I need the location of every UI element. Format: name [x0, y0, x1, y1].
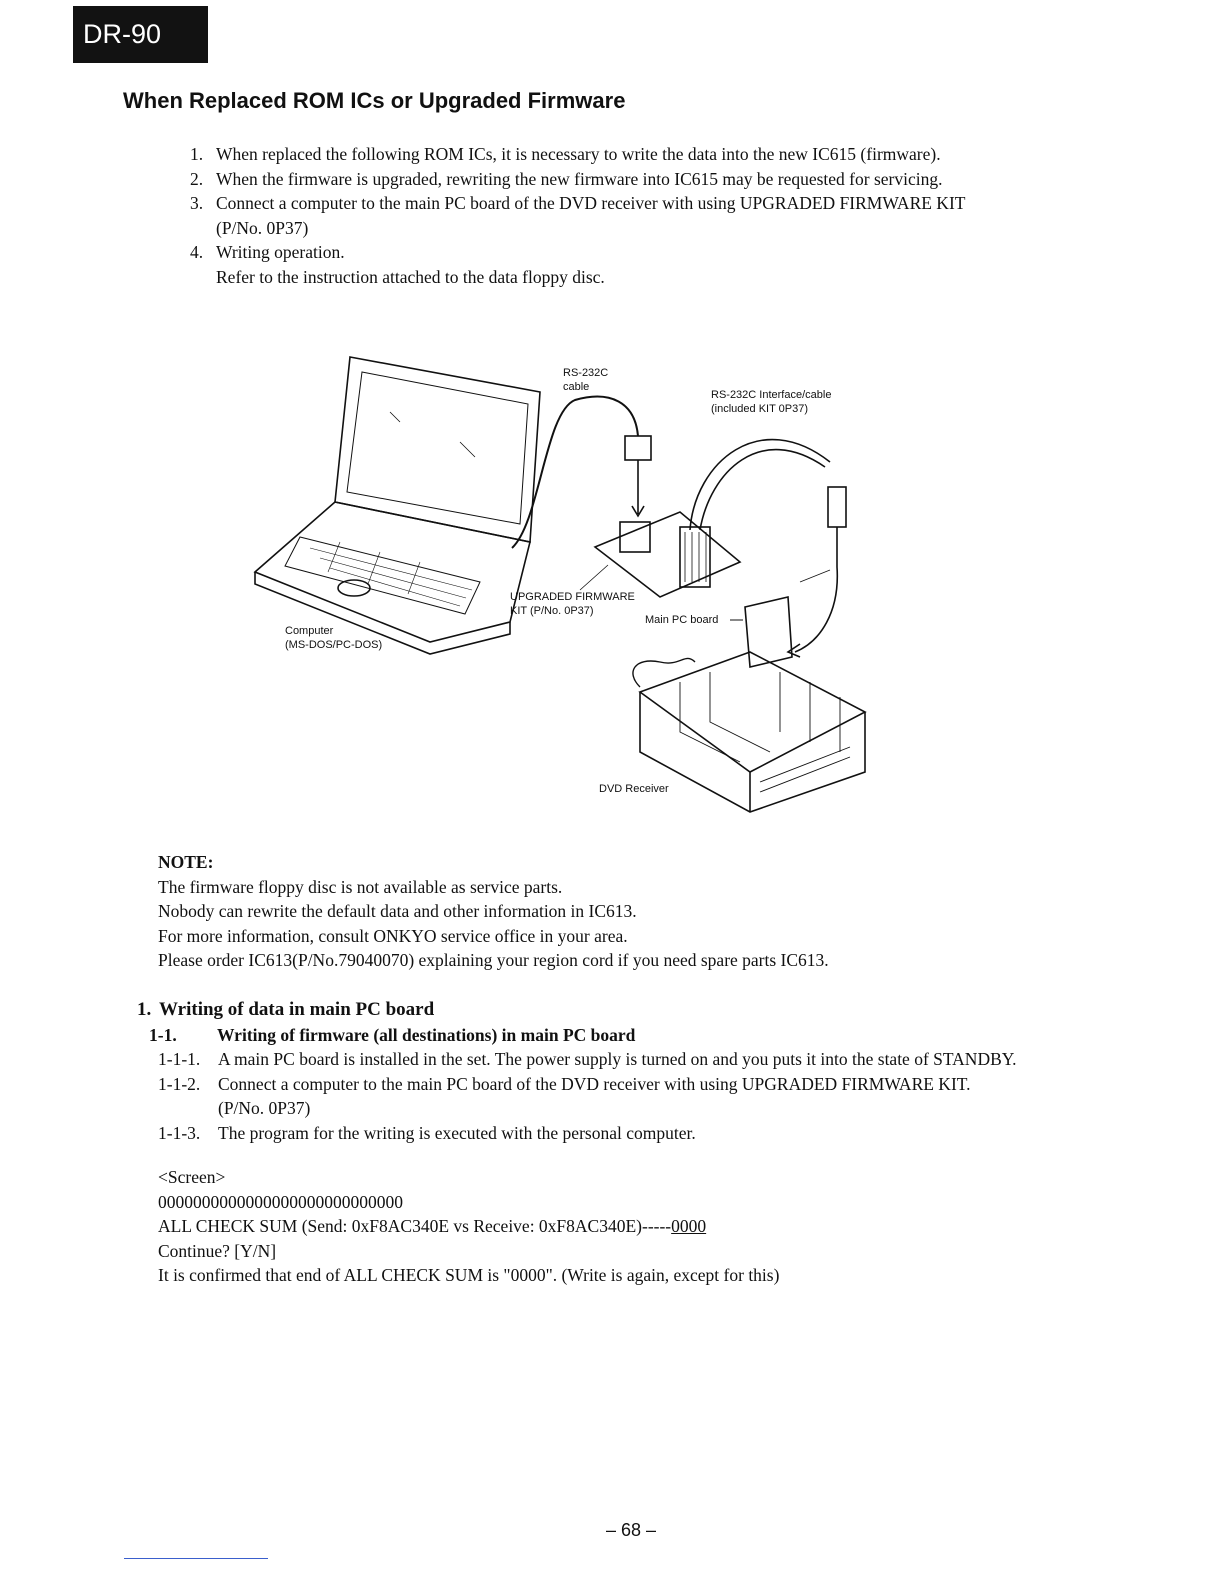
screen-output: [158, 1165, 779, 1288]
step-text: [216, 191, 1090, 240]
step-number: 1-1-3.: [158, 1122, 201, 1143]
step-number: 2.: [190, 168, 204, 189]
step-number: 1-1-1.: [158, 1049, 201, 1069]
page-number: – 68 –: [606, 1520, 657, 1540]
list-item: [190, 142, 1090, 167]
section-number: 1.: [137, 999, 152, 1020]
page-title: When Replaced ROM ICs or Upgraded Firmware: [123, 88, 626, 113]
step-line: Connect a computer to the main PC board of the DVD receiver with using UPGRADED FIRMWARE KIT.: [218, 1073, 971, 1094]
note-line: Please order IC613(P/No.79040070) explaining your region cord if you need spare parts IC613.: [158, 950, 829, 970]
checksum-result: 0000: [671, 1216, 707, 1236]
section-heading: [137, 997, 1137, 1023]
note-line: Nobody can rewrite the default data and other information in IC613.: [158, 901, 637, 921]
list-item: [158, 1072, 1137, 1121]
kit-board-illustration: [595, 512, 740, 597]
computer-label: (MS-DOS/PC-DOS): [285, 639, 383, 651]
subsection-title: Writing of firmware (all destinations) in main PC board: [217, 1025, 636, 1045]
kit-label: KIT (P/No. 0P37): [510, 605, 594, 617]
screen-label: <Screen>: [158, 1167, 226, 1187]
interface-cable-label: RS-232C Interface/cable: [711, 389, 832, 401]
step-line: Connect a computer to the main PC board of the DVD receiver with using UPGRADED FIRMWARE KIT: [216, 193, 966, 213]
continue-prompt: Continue? [Y/N]: [158, 1240, 277, 1261]
list-item: [158, 1121, 1137, 1146]
section-title: Writing of data in main PC board: [159, 999, 435, 1020]
step-number: 1.: [190, 144, 204, 164]
note-block: [158, 850, 1118, 973]
model-tab: DR-90: [73, 6, 208, 63]
computer-label: Computer: [285, 625, 334, 637]
step-line: Writing operation.: [216, 242, 345, 262]
step-text: A main PC board is installed in the set. The power supply is turned on and you puts it into the state of STANDBY.: [218, 1049, 1017, 1069]
laptop-screen-illustration: [335, 357, 540, 542]
footer-divider: [124, 1558, 268, 1559]
confirm-text: It is confirmed that end of ALL CHECK SUM is "0000". (Write is again, except for this): [158, 1265, 780, 1285]
rs232c-cable-label: cable: [563, 381, 590, 393]
checksum-text: ALL CHECK SUM (Send: 0xF8AC340E vs Receive: 0xF8AC340E)-----: [158, 1216, 672, 1236]
step-number: 3.: [190, 193, 204, 213]
list-item: [190, 167, 1090, 192]
procedure-list: [190, 142, 1090, 289]
interface-cable-illustration: [690, 440, 830, 530]
dvd-receiver-label: DVD Receiver: [599, 783, 669, 795]
step-text: When replaced the following ROM ICs, it is necessary to write the data into the new IC615 (firmware).: [216, 144, 941, 164]
step-text: [218, 1072, 971, 1121]
step-text: [216, 240, 1090, 289]
screen-zeros: 0000000000000000000000000000: [158, 1191, 403, 1212]
note-title: NOTE:: [158, 852, 214, 872]
connection-diagram: [240, 352, 880, 832]
list-item: [190, 191, 1090, 240]
note-line: The firmware floppy disc is not available as service parts.: [158, 876, 563, 897]
list-item: [190, 240, 1090, 289]
step-continuation: (P/No. 0P37): [216, 217, 309, 238]
checksum-line: [158, 1214, 779, 1239]
kit-label: UPGRADED FIRMWARE: [510, 591, 635, 603]
rs232c-cable-label: RS-232C: [563, 367, 609, 379]
interface-cable-label: (included KIT 0P37): [711, 403, 809, 415]
step-text: The program for the writing is executed with the personal computer.: [218, 1122, 696, 1143]
step-number: 4.: [190, 242, 204, 262]
main-board-illustration: [745, 597, 792, 667]
step-text: When the firmware is upgraded, rewriting the new firmware into IC615 may be requested for servicing.: [216, 168, 943, 189]
main-board-label: Main PC board: [645, 614, 719, 626]
step-continuation: Refer to the instruction attached to the data floppy disc.: [216, 266, 605, 287]
section-writing-data: [137, 997, 1137, 1145]
subsection-heading: [149, 1023, 1137, 1047]
step-number: 1-1-2.: [158, 1073, 201, 1094]
note-line: For more information, consult ONKYO service office in your area.: [158, 925, 628, 946]
list-item: [158, 1047, 1137, 1072]
subsection-number: 1-1.: [149, 1025, 177, 1045]
step-continuation: (P/No. 0P37): [218, 1098, 311, 1118]
laptop-base-illustration: [255, 502, 530, 642]
